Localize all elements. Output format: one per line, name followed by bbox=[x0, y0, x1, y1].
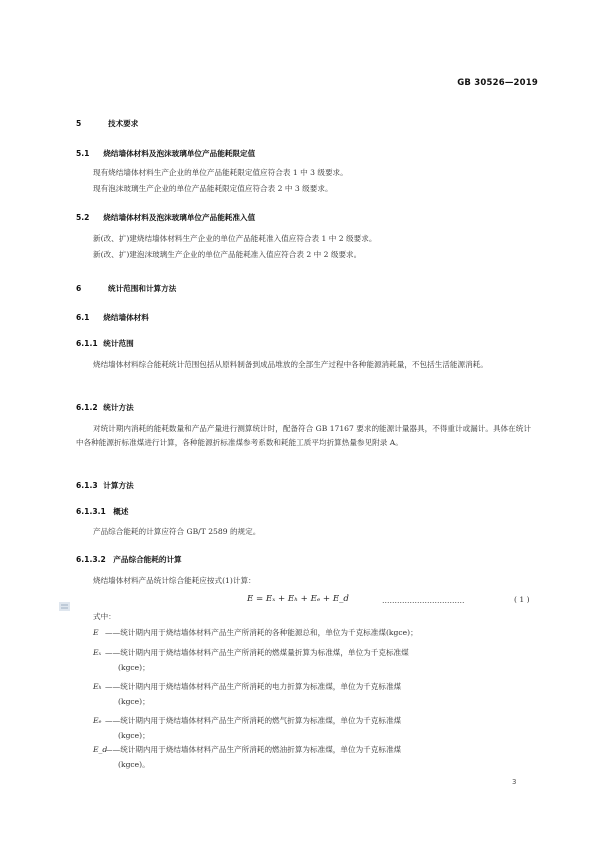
section-6-1-2-heading bbox=[76, 402, 134, 413]
section-6-1-heading bbox=[76, 312, 149, 323]
definition-symbol: Eₕ bbox=[93, 682, 102, 691]
definition-continuation: (kgce)； bbox=[118, 697, 150, 706]
section-title: 统计方法 bbox=[103, 403, 134, 412]
definition-symbol: Eₓ bbox=[93, 648, 102, 657]
section-6-1-3-2-heading bbox=[76, 554, 182, 565]
formula-number: ( 1 ) bbox=[514, 595, 530, 604]
section-title: 计算方法 bbox=[103, 481, 134, 490]
section-title: 概述 bbox=[113, 507, 129, 516]
section-5-2-heading bbox=[76, 212, 255, 223]
section-6-1-3-1-heading bbox=[76, 506, 128, 517]
definition-continuation: (kgce)； bbox=[118, 731, 150, 740]
section-title: 烧结墙体材料及泡沫玻璃单位产品能耗准入值 bbox=[103, 213, 256, 222]
definition-text: ——统计期内用于烧结墙体材料产品生产所消耗的燃煤量折算为标准煤，单位为千克标准煤 bbox=[105, 648, 409, 657]
section-number: 6 bbox=[76, 284, 82, 293]
definition-item bbox=[93, 647, 538, 658]
paragraph: 新(改、扩)建泡沫玻璃生产企业的单位产品能耗准入值应符合表 2 中 2 级要求。 bbox=[93, 250, 362, 259]
paragraph: 产品综合能耗的计算应符合 GB/T 2589 的规定。 bbox=[93, 527, 261, 536]
definition-item bbox=[93, 715, 538, 726]
definition-symbol: E bbox=[93, 628, 99, 637]
section-5-heading bbox=[76, 118, 138, 129]
definition-item bbox=[93, 627, 538, 638]
section-number: 5.1 bbox=[76, 149, 90, 158]
section-6-1-3-heading bbox=[76, 480, 134, 491]
standard-code: GB 30526—2019 bbox=[457, 78, 538, 88]
section-number: 5.2 bbox=[76, 213, 90, 222]
definition-symbol: Eₑ bbox=[93, 716, 102, 725]
formula-expression: E = Eₓ + Eₕ + Eₑ + E_d bbox=[247, 594, 349, 604]
definition-text: ——统计期内用于烧结墙体材料产品生产所消耗的电力折算为标准煤，单位为千克标准煤 bbox=[105, 682, 402, 691]
paragraph: 烧结墙体材料产品统计综合能耗应按式(1)计算： bbox=[93, 576, 256, 585]
paragraph: 现有泡沫玻璃生产企业的单位产品能耗限定值应符合表 2 中 3 级要求。 bbox=[93, 184, 333, 193]
definition-text: ——统计期内用于烧结墙体材料产品生产所消耗的燃油折算为标准煤，单位为千克标准煤 bbox=[105, 745, 402, 754]
definition-text: ——统计期内用于烧结墙体材料产品生产所消耗的燃气折算为标准煤，单位为千克标准煤 bbox=[105, 716, 402, 725]
section-number: 6.1.3.1 bbox=[76, 507, 106, 516]
where-label: 式中： bbox=[93, 612, 116, 621]
definition-continuation: (kgce)。 bbox=[118, 760, 150, 769]
page-number: 3 bbox=[512, 778, 517, 786]
paragraph: 对统计期内消耗的能耗数量和产品产量进行测算统计时，配备符合 GB 17167 要求的能源计量器具，不得重计或漏计。具体在统计中各种能源折标准煤进行计算，各种能源折标准煤参考系数和耗能工质平均折算热量参见附录 A。 bbox=[76, 424, 531, 447]
section-6-1-1-heading bbox=[76, 338, 134, 349]
section-number: 5 bbox=[76, 119, 82, 128]
section-title: 产品综合能耗的计算 bbox=[113, 555, 182, 564]
section-title: 烧结墙体材料 bbox=[103, 313, 149, 322]
definition-item bbox=[93, 744, 538, 755]
definition-item bbox=[93, 681, 538, 692]
section-title: 统计范围 bbox=[103, 339, 134, 348]
section-5-1-heading bbox=[76, 148, 255, 159]
section-number: 6.1.3 bbox=[76, 481, 98, 490]
section-number: 6.1.3.2 bbox=[76, 555, 106, 564]
paragraph: 烧结墙体材料综合能耗统计范围包括从原料制备到成品堆放的全部生产过程中各种能源消耗量，不包括生活能源消耗。 bbox=[93, 360, 488, 369]
section-title: 统计范围和计算方法 bbox=[108, 284, 177, 293]
section-number: 6.1.2 bbox=[76, 403, 98, 412]
section-title: 烧结墙体材料及泡沫玻璃单位产品能耗限定值 bbox=[103, 149, 256, 158]
definition-text: ——统计期内用于烧结墙体材料产品生产所消耗的各种能源总和，单位为千克标准煤(kgce)； bbox=[105, 628, 418, 637]
section-number: 6.1.1 bbox=[76, 339, 98, 348]
paragraph: 新(改、扩)建烧结墙体材料生产企业的单位产品能耗准入值应符合表 1 中 2 级要求。 bbox=[93, 234, 377, 243]
definition-symbol: E_d bbox=[93, 745, 108, 754]
section-number: 6.1 bbox=[76, 313, 90, 322]
definition-continuation: (kgce)； bbox=[118, 663, 150, 672]
formula-leader-dots: …………………………… bbox=[382, 596, 465, 605]
margin-mark-icon bbox=[59, 602, 70, 611]
paragraph: 现有烧结墙体材料生产企业的单位产品能耗限定值应符合表 1 中 3 级要求。 bbox=[93, 168, 348, 177]
section-6-heading bbox=[76, 283, 176, 294]
section-title: 技术要求 bbox=[108, 119, 139, 128]
